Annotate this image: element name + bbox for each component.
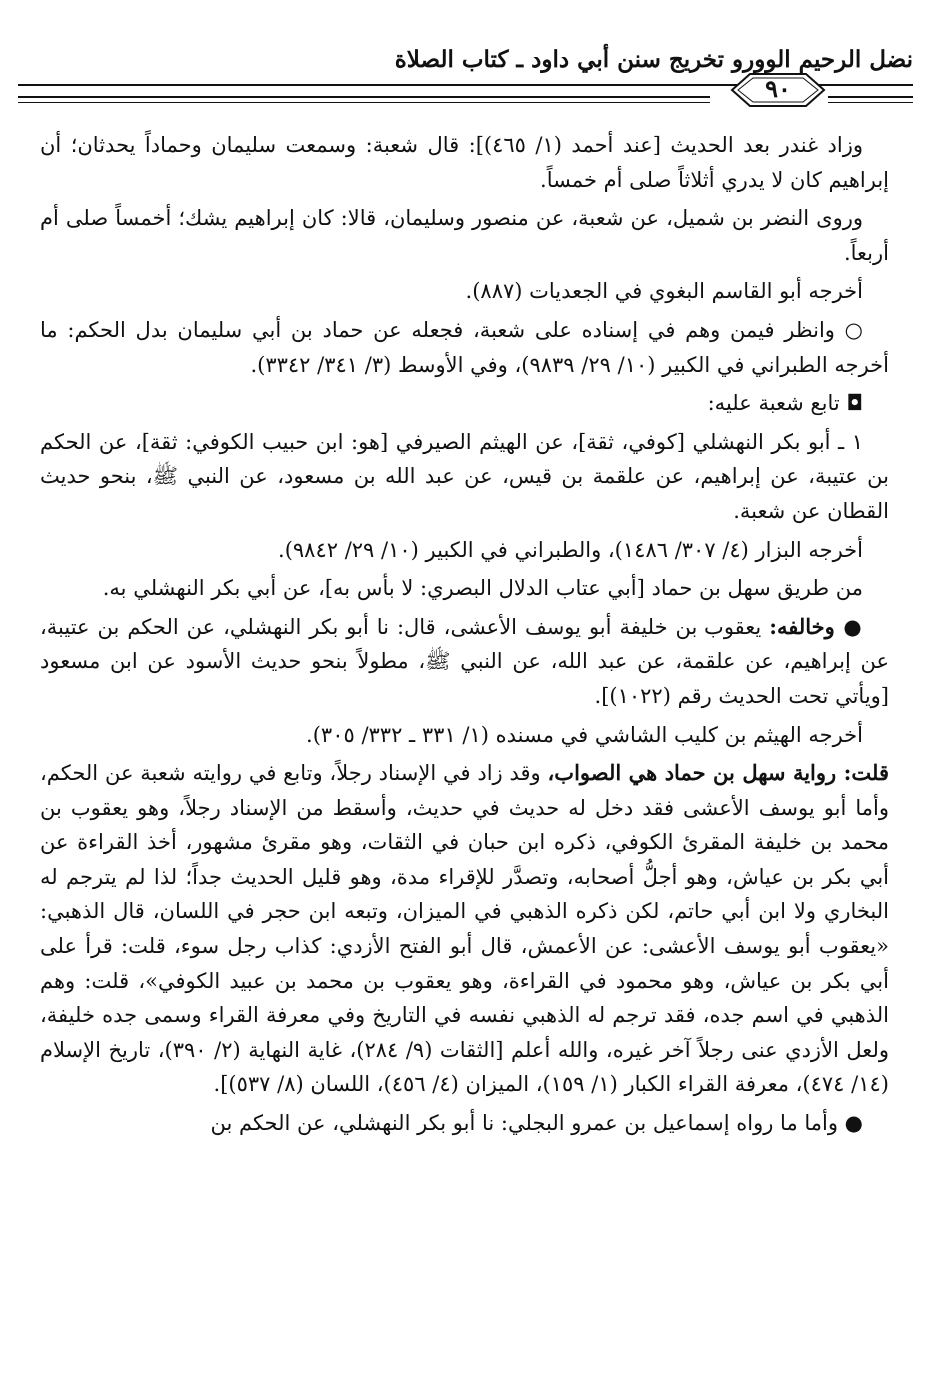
running-title: نضل الرحيم الوورو تخريج سنن أبي داود ـ كتاب الصلاة — [394, 46, 913, 73]
header-double-rule-right — [828, 96, 913, 103]
header-double-rule-left — [18, 96, 710, 103]
paragraph — [40, 201, 889, 270]
paragraph-text: أخرجه البزار (٤/ ٣٠٧/ ١٤٨٦)، والطبراني في الكبير (١٠/ ٢٩/ ٩٨٤٢). — [278, 537, 863, 562]
paragraph-text: يعقوب بن خليفة أبو يوسف الأعشى، قال: نا أبو بكر النهشلي، عن الحكم بن عتيبة، عن إبراهيم، عن علقمة، عن عبد الله، عن النبي ﷺ، مطولاً بنحو حديث الأسود عن ابن مسعود [ويأتي تحت الحديث رقم (١٠٢٢)]. — [40, 614, 889, 708]
paragraph — [40, 756, 889, 1102]
paragraph — [40, 571, 889, 606]
paragraph-text: ○ وانظر فيمن وهم في إسناده على شعبة، فجعله عن حماد بن أبي سليمان بدل الحكم: ما أخرجه الطبراني في الكبير (١٠/ ٢٩/ ٩٨٣٩)، وفي الأوسط (٣/ ٣٤١/ ٣٣٤٢). — [40, 317, 889, 377]
paragraph — [40, 533, 889, 568]
page-header — [18, 44, 913, 114]
paragraph-text: أخرجه أبو القاسم البغوي في الجعديات (٨٨٧). — [465, 279, 863, 304]
paragraph — [40, 274, 889, 309]
paragraph — [40, 1106, 889, 1141]
paragraph — [40, 610, 889, 714]
paragraph-text: من طريق سهل بن حماد [أبي عتاب الدلال البصري: لا بأس به]، عن أبي بكر النهشلي به. — [102, 576, 863, 601]
page-body — [40, 128, 889, 1145]
paragraph — [40, 386, 889, 421]
paragraph-text: ● وأما ما رواه إسماعيل بن عمرو البجلي: نا أبو بكر النهشلي، عن الحكم بن — [210, 1111, 863, 1136]
paragraph-text: ١ ـ أبو بكر النهشلي [كوفي، ثقة]، عن الهيثم الصيرفي [هو: ابن حبيب الكوفي: ثقة]، عن الحكم بن عتيبة، عن إبراهيم، عن علقمة بن قيس، عن عبد الله بن مسعود، عن النبي ﷺ، بنحو حديث القطان عن شعبة. — [40, 429, 889, 523]
paragraph-text: وروى النضر بن شميل، عن شعبة، عن منصور وسليمان، قالا: كان إبراهيم يشك؛ أخمساً صلى أم أربعاً. — [40, 206, 889, 265]
paragraph — [40, 718, 889, 753]
paragraph — [40, 128, 889, 197]
paragraph-text: أخرجه الهيثم بن كليب الشاشي في مسنده (١/ ٣٣١ ـ ٣٣٢/ ٣٠٥). — [306, 722, 863, 747]
paragraph — [40, 425, 889, 529]
paragraph-text: ◘ تابع شعبة عليه: — [707, 391, 863, 416]
paragraph-lead: قلت: رواية سهل بن حماد هي الصواب، — [547, 760, 889, 786]
paragraph-text: وقد زاد في الإسناد رجلاً، وتابع في روايته شعبة عن الحكم، وأما أبو يوسف الأعشى فقد دخل له حديث في حديث، وأسقط من الإسناد رجلاً، وهو يعقوب بن محمد بن خليفة المقرئ الكوفي، ذكره ابن حبان في الثقات، وهو مقرئ مشهور، أخذ القراءة عن أبي بكر بن عياش، وهو أجلُّ أصحابه، وتصدَّر للإقراء مدة، وهو قليل الحديث جداً؛ لذا لم يترجم له البخاري ولا ابن أبي حاتم، لكن ذكره الذهبي في الميزان، وتبعه ابن حجر في اللسان، قال الذهبي: «يعقوب أبو يوسف الأعشى: عن الأعمش، قال أبو الفتح الأزدي: كذاب رجل سوء، قلت: قرأ على أبي بكر بن عياش، وهو محمود في القراءة، وهو يعقوب بن محمد بن عبيد الكوفي»، قلت: وهم الذهبي في اسم جده، فقد ترجم له الذهبي نفسه في التاريخ وفي معرفة القراء وسمى جده خليفة، ولعل الأزدي عنى رجلاً آخر غيره، والله أعلم [الثقات (٩/ ٢٨٤)، غاية النهاية (٢/ ٣٩٠)، تاريخ الإسلام (١٤/ ٤٧٤)، معرفة القراء الكبار (١/ ١٥٩)، الميزان (٤/ ٤٥٦)، اللسان (٨/ ٥٣٧)]. — [40, 761, 889, 1097]
paragraph — [40, 313, 889, 382]
page-number-badge — [730, 72, 826, 108]
page-number: ٩٠ — [765, 74, 791, 103]
paragraph-text: وزاد غندر بعد الحديث [عند أحمد (١/ ٤٦٥)]: قال شعبة: وسمعت سليمان وحماداً يحدثان؛ أن إبراهيم كان لا يدري أثلاثاً صلى أم خمساً. — [40, 133, 889, 192]
paragraph-lead: ● وخالفه: — [769, 613, 863, 639]
